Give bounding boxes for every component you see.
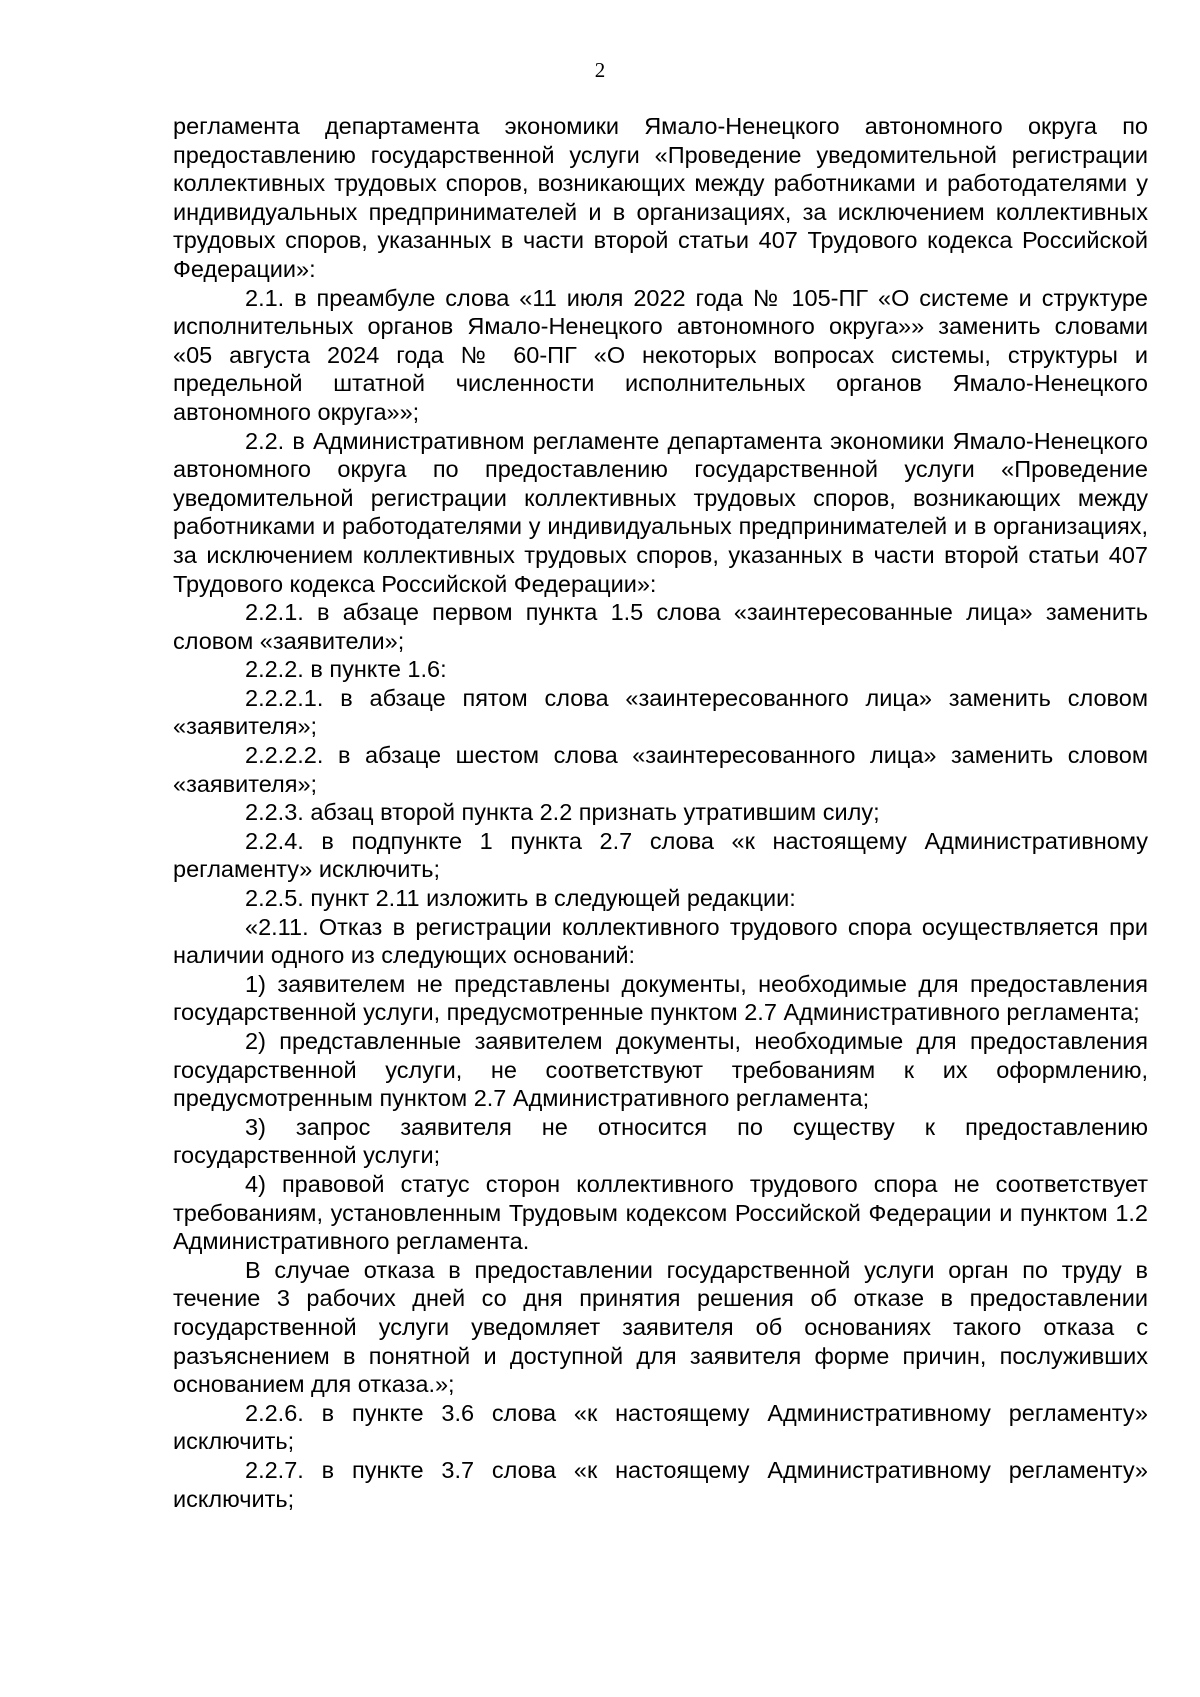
paragraph: 2.2.5. пункт 2.11 изложить в следующей редакции: (245, 885, 796, 912)
paragraph: 2.2.3. абзац второй пункта 2.2 признать утратившим силу; (245, 799, 880, 826)
paragraph: 2.2.2.2. в абзаце шестом слова «заинтересованного лица» заменить словом «заявителя»; (173, 742, 1148, 797)
paragraph: 2.2.2.1. в абзаце пятом слова «заинтересованного лица» заменить словом «заявителя»; (173, 684, 1148, 740)
paragraph: 2.2. в Административном регламенте департамента экономики Ямало-Ненецкого автономного округа по предоставлению государственной услуги «Проведение уведомительной регистрации коллективных трудовых споров, возникающих между работниками и работодателями у индивидуальных предпринимателей и в организациях, за исключением коллективных трудовых споров, указанных в части второй статьи 407 Трудового кодекса Российской Федерации»: (173, 427, 1148, 597)
paragraph: 2.2.1. в абзаце первом пункта 1.5 слова «заинтересованные лица» заменить словом «заявители»; (173, 599, 1148, 654)
paragraph: «2.11. Отказ в регистрации коллективного трудового спора осуществляется при наличии одного из следующих оснований: (173, 913, 1148, 969)
paragraph: 2.2.2. в пункте 1.6: (245, 656, 447, 683)
paragraph: 2.1. в преамбуле слова «11 июля 2022 года № 105-ПГ «О системе и структуре исполнительных органов Ямало-Ненецкого автономного округа»» заменить словами «05 августа 2024 года № 60-ПГ «О некоторых вопросах системы, структуры и предельной штатной численности исполнительных органов Ямало-Ненецкого автономного округа»»; (173, 284, 1148, 425)
paragraph: В случае отказа в предоставлении государственной услуги орган по труду в течение 3 рабочих дней со дня принятия решения об отказе в предоставлении государственной услуги уведомляет заявителя об основаниях такого отказа с разъяснением в понятной и доступной для заявителя форме причин, послуживших основанием для отказа.»; (173, 1256, 1148, 1398)
document-body (173, 112, 1148, 1513)
paragraph: 4) правовой статус сторон коллективного трудового спора не соответствует требованиям, установленным Трудовым кодексом Российской Федерации и пунктом 1.2 Административного регламента. (173, 1170, 1148, 1255)
paragraph: 2.2.6. в пункте 3.6 слова «к настоящему Административному регламенту» исключить; (173, 1399, 1148, 1455)
page-number: 2 (594, 58, 606, 82)
paragraph: 2.2.7. в пункте 3.7 слова «к настоящему Административному регламенту» исключить; (173, 1456, 1148, 1512)
paragraph: 2.2.4. в подпункте 1 пункта 2.7 слова «к настоящему Административному регламенту» исключить; (173, 827, 1148, 883)
paragraph: 2) представленные заявителем документы, необходимые для предоставления государственной услуги, не соответствуют требованиям к их оформлению, предусмотренным пунктом 2.7 Административного регламента; (173, 1028, 1148, 1112)
paragraph: 1) заявителем не представлены документы, необходимые для предоставления государственной услуги, предусмотренные пунктом 2.7 Административного регламента; (173, 970, 1148, 1026)
paragraph: регламента департамента экономики Ямало-Ненецкого автономного округа по предоставлению государственной услуги «Проведение уведомительной регистрации коллективных трудовых споров, возникающих между работниками и работодателями у индивидуальных предпринимателей и в организациях, за исключением коллективных трудовых споров, указанных в части второй статьи 407 Трудового кодекса Российской Федерации»: (173, 113, 1148, 282)
paragraph: 3) запрос заявителя не относится по существу к предоставлению государственной услуги; (173, 1113, 1148, 1169)
